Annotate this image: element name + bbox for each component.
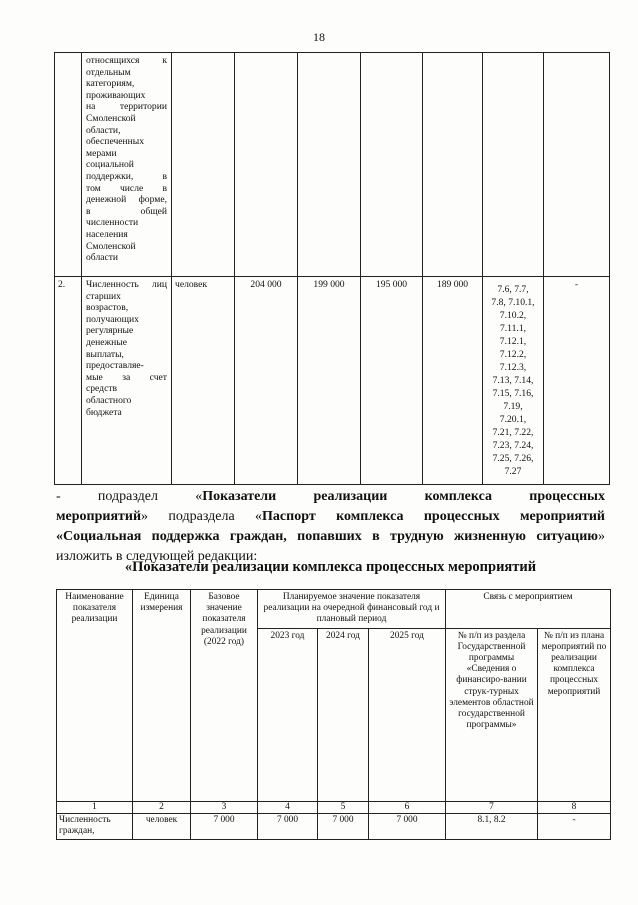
value-2025-cell: 189 000 [423,277,483,485]
paragraph-line-3: «Социальная поддержка граждан, попавших в трудную жизненную ситуацию» [56,529,605,544]
cell-line: том числе в [86,182,167,194]
header-planned: Планируемое значение показателя реализации на очередной финансовый год и плановый период [258,590,446,629]
page-number: 18 [313,30,325,44]
indicators-table [56,589,611,840]
cell-line: социальной [86,159,134,171]
indicator-name-cell [82,53,172,277]
cell-line: старших [86,290,121,302]
cell-line: отдельным [86,66,131,78]
cell-line: 7.21, 7.22, [492,427,534,438]
cell-line: мые за счет [86,371,167,383]
cell-line: 7.6, 7.7, [497,284,529,295]
cell-line: населения [86,228,128,240]
cell-line: 7.8, 7.10.1, [491,297,535,308]
section-heading: «Показатели реализации комплекса процессных мероприятий [124,559,537,575]
header-name: Наименование показателя реализации [57,590,133,802]
cell-line: 7.11.1, [499,323,527,334]
header-link: Связь с мероприятием [446,590,611,629]
cell-line: области, [86,124,121,136]
cell-line: средств [86,383,118,395]
table-row [55,53,610,277]
cell-line: обеспеченных [86,136,145,148]
col-number: 3 [191,801,258,813]
base-value-cell: 204 000 [235,277,298,485]
header-2024: 2024 год [318,628,369,801]
cell-line: проживающих [86,89,146,101]
value-2024-cell: 7 000 [318,813,369,839]
cell-line: возрастов, [86,302,129,314]
cell-line: выплаты, [86,348,124,360]
col-number: 4 [258,801,318,813]
indicator-name-cell [82,277,172,485]
cell-line: в общей [86,205,167,217]
value-2024-cell: 195 000 [361,277,423,485]
unit-cell: человек [172,277,235,485]
col-number: 7 [446,801,538,813]
program-links-cell: 8.1, 8.2 [446,813,538,839]
value-2023-cell: 7 000 [258,813,318,839]
cell-line: получающих [86,313,139,325]
cell-line: мерами [86,147,117,159]
cell-line: 7.15, 7.16, [492,388,534,399]
row-index-cell [55,53,82,277]
unit-cell: человек [133,813,191,839]
table-row [55,277,610,485]
cell-line: области [86,252,119,264]
plan-links-cell: - [544,277,610,485]
cell-line: относящихся к [86,55,167,66]
paragraph-line-1: - подраздел «Показатели реализации комплекса процессных [56,489,605,504]
indicator-name-cell: Численность граждан, [57,813,133,839]
cell-line: численности [86,217,139,229]
cell-line: бюджета [86,406,122,418]
header-link-plan: № п/п из плана мероприятий по реализации комплекса процессных мероприятий [538,628,611,801]
cell-line: 7.23, 7.24, [492,440,534,451]
column-numbers-row [57,801,611,813]
header-link-program: № п/п из раздела Государственной программы «Сведения о финансиро-вании струк-турных элементов областной государственной программы» [446,628,538,801]
value-2025-cell: 7 000 [369,813,446,839]
cell-line: Смоленской [86,112,136,124]
cell-line: денежные [86,336,127,348]
amendment-paragraph [56,487,605,567]
paragraph-line-4: изложить в следующей редакции: [56,549,258,564]
plan-links-cell: - [538,813,611,839]
header-row [57,590,611,629]
cell-line: 7.13, 7.14, [492,375,534,386]
cell-line: 7.10.2, [499,310,527,321]
cell-line: на территории [86,101,167,113]
header-2025: 2025 год [369,628,446,801]
cell-line: 7.25, 7.26, [492,453,534,464]
cell-line: 7.12.2, [499,349,527,360]
cell-line: 7.19, [503,401,523,412]
cell-line: областного [86,394,132,406]
cell-line: 7.20.1, [499,414,527,425]
table-row [57,813,611,839]
base-value-cell: 7 000 [191,813,258,839]
header-2023: 2023 год [258,628,318,801]
value-2023-cell: 199 000 [298,277,361,485]
cell-line: 7.27 [504,466,522,477]
col-number: 1 [57,801,133,813]
paragraph-line-2: мероприятий» подраздела «Паспорт комплекса процессных мероприятий [56,509,605,524]
cell-line: категориям, [86,78,135,90]
header-unit: Единица измерения [133,590,191,802]
indicators-table-continued [54,52,610,485]
cell-line: поддержки, в [86,170,167,182]
row-index-cell: 2. [55,277,82,485]
program-links-cell [483,277,544,485]
col-number: 6 [369,801,446,813]
cell-line: 7.12.3, [499,362,527,373]
col-number: 2 [133,801,191,813]
cell-line: Смоленской [86,240,136,252]
header-base: Базовое значение показателя реализации (2022 год) [191,590,258,802]
cell-line: Численность лиц [86,279,167,290]
cell-line: регулярные [86,325,134,337]
cell-line: 7.12.1, [499,336,527,347]
cell-line: предоставляе- [86,360,144,372]
col-number: 5 [318,801,369,813]
col-number: 8 [538,801,611,813]
cell-line: денежной форме, [86,194,167,206]
